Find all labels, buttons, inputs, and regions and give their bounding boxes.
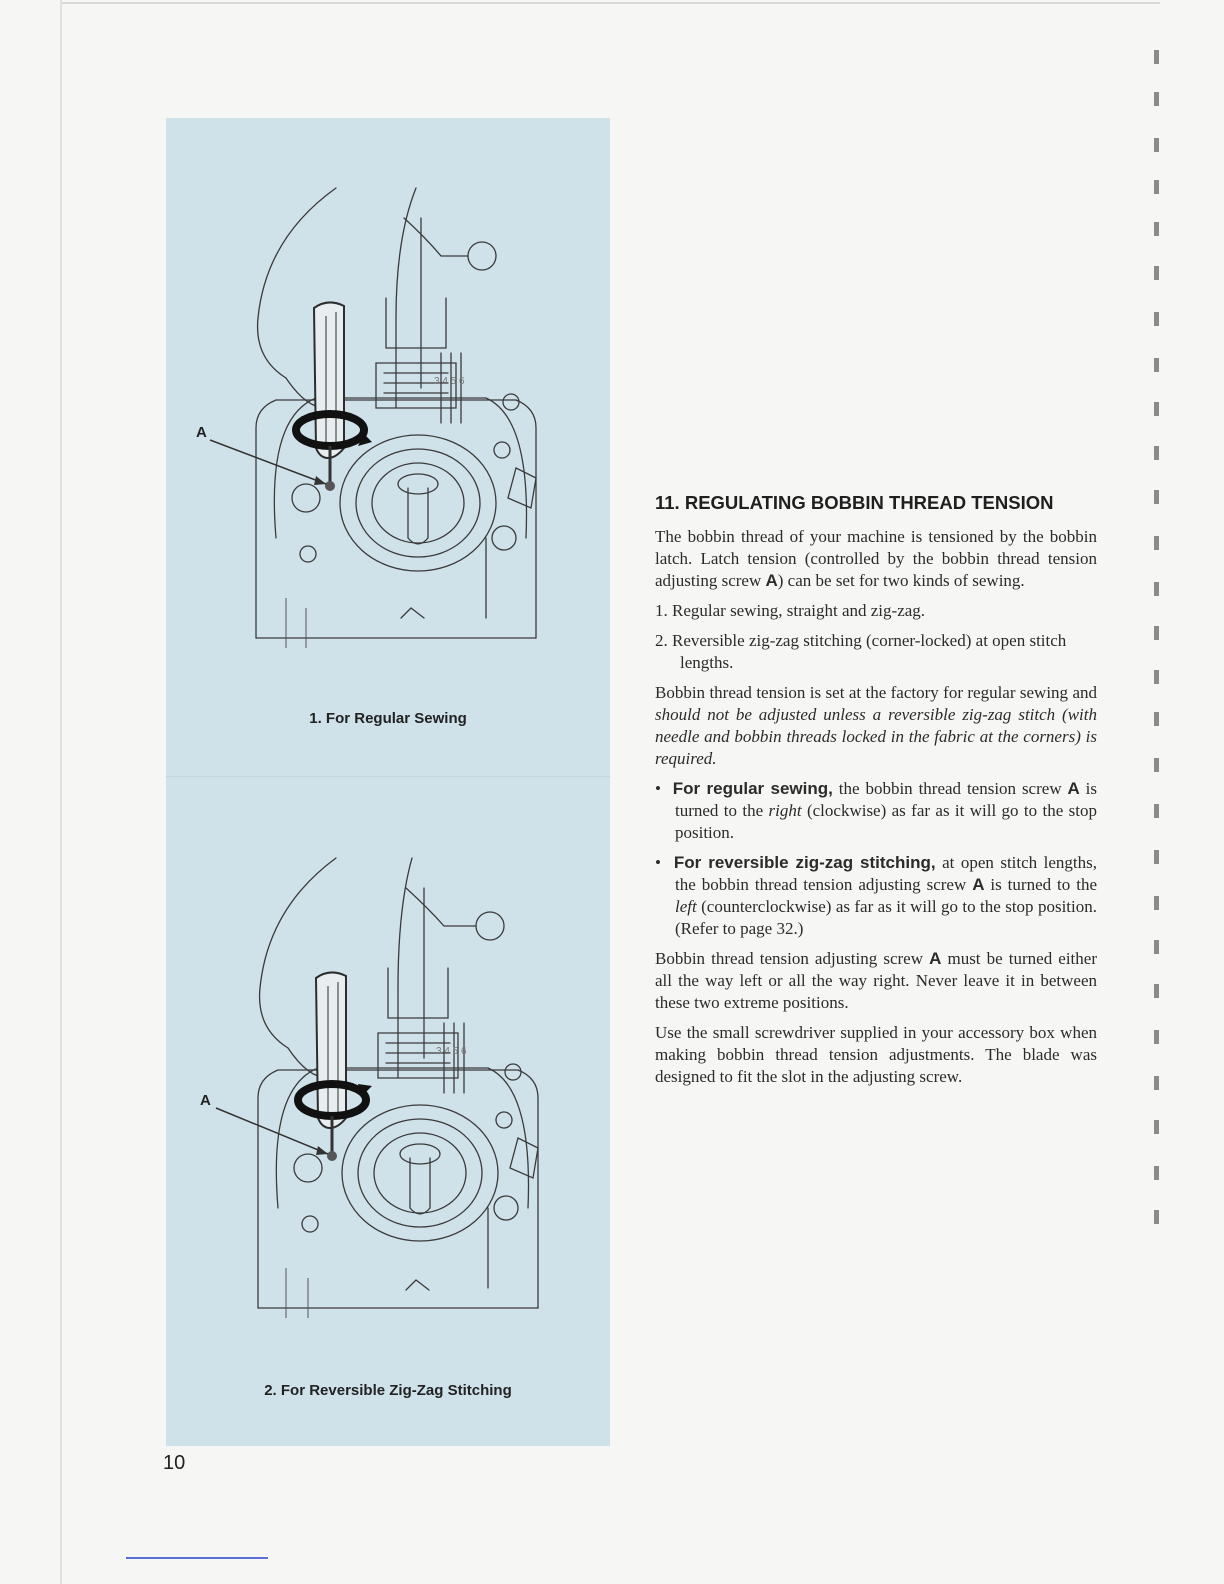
bullet-regular-sewing: • For regular sewing, the bobbin thread tension screw A is turned to the right (clockwise) as far as it will go to the stop position. (655, 779, 1098, 842)
edge-mark (1154, 1166, 1159, 1180)
edge-mark (1154, 50, 1159, 64)
edge-mark (1154, 402, 1159, 416)
edge-mark (1154, 940, 1159, 954)
edge-mark (1154, 358, 1159, 372)
edge-mark (1154, 984, 1159, 998)
edge-mark (1154, 804, 1159, 818)
page-left-edge (60, 0, 62, 1584)
bottom-rule (126, 1557, 268, 1559)
bobbin-screw-illustration-2 (186, 838, 596, 1358)
caption-reversible-zigzag: 2. For Reversible Zig-Zag Stitching (264, 1382, 512, 1399)
figure-panel (166, 118, 610, 1446)
figure-reversible-zigzag (186, 838, 596, 1358)
edge-mark (1154, 222, 1159, 236)
screwdriver-paragraph: Use the small screwdriver supplied in your accessory box when making bobbin thread tension adjustments. The blade was designed to fit the slot in the adjusting screw. (655, 1023, 1097, 1086)
edge-mark (1154, 758, 1159, 772)
bullet-reversible-zigzag: • For reversible zig-zag stitching, at open stitch lengths, the bobbin thread tension adjusting screw A is turned to the left (counterclockwise) as far as it will go to the stop position. (Refer to page 32.) (655, 853, 1097, 938)
edge-mark (1154, 670, 1159, 684)
edge-mark (1154, 92, 1159, 106)
factory-paragraph: Bobbin thread tension is set at the factory for regular sewing and should not be adjusted unless a reversible zig-zag stitch (with needle and bobbin threads locked in the fabric at the corners) is required. (655, 683, 1097, 768)
edge-mark (1154, 1030, 1159, 1044)
figure-regular-sewing (186, 178, 596, 678)
dial-numbers-1: 3 4 5 6 (434, 376, 465, 387)
caption-regular-sewing: 1. For Regular Sewing (309, 710, 467, 727)
edge-mark (1154, 266, 1159, 280)
edge-mark (1154, 850, 1159, 864)
edge-mark (1154, 582, 1159, 596)
instructions-column (655, 492, 1097, 1096)
edge-mark (1154, 626, 1159, 640)
dial-numbers-2: 3 4 5 6 (436, 1046, 467, 1057)
page-number: 10 (163, 1452, 186, 1474)
edge-mark (1154, 180, 1159, 194)
intro-paragraph: The bobbin thread of your machine is tensioned by the bobbin latch. Latch tension (controlled by the bobbin thread tension adjusting screw A) can be set for two kinds of sewing. (655, 527, 1097, 590)
edge-mark (1154, 490, 1159, 504)
figure-divider (166, 776, 610, 777)
edge-mark (1154, 536, 1159, 550)
edge-mark (1154, 446, 1159, 460)
label-a-2: A (200, 1092, 211, 1109)
page-top-edge (60, 2, 1160, 4)
binding-edge-marks (1148, 40, 1168, 1280)
edge-mark (1154, 896, 1159, 910)
edge-mark (1154, 712, 1159, 726)
section-title: 11. REGULATING BOBBIN THREAD TENSION (655, 492, 1054, 513)
edge-mark (1154, 1076, 1159, 1090)
edge-mark (1154, 1120, 1159, 1134)
bobbin-screw-illustration-1 (186, 178, 596, 678)
extreme-positions-paragraph: Bobbin thread tension adjusting screw A must be turned either all the way left or all the way right. Never leave it in between these two extreme positions. (655, 949, 1097, 1012)
list-item-reversible: 2. Reversible zig-zag stitching (corner-locked) at open stitch lengths. (655, 631, 1067, 672)
label-a-1: A (196, 424, 207, 441)
edge-mark (1154, 1210, 1159, 1224)
list-item-regular: 1. Regular sewing, straight and zig-zag. (655, 601, 926, 620)
edge-mark (1154, 312, 1159, 326)
edge-mark (1154, 138, 1159, 152)
